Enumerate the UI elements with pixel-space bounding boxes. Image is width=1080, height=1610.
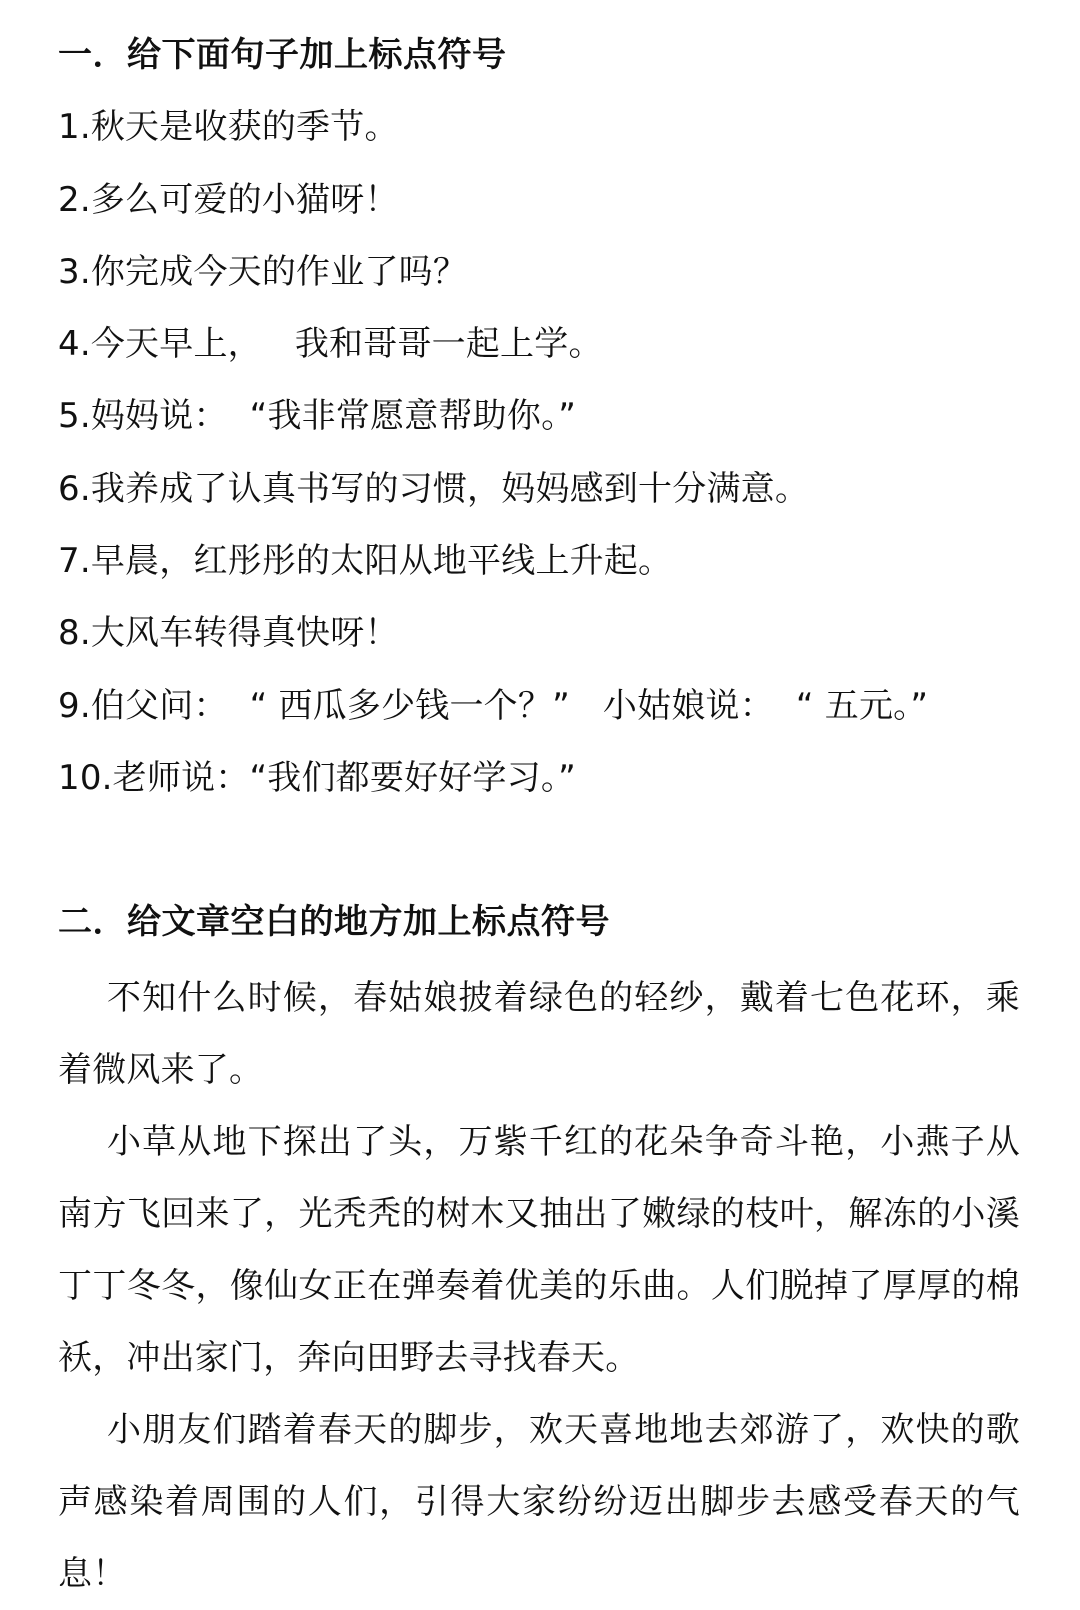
- sentence-2: 2.多么可爱的小猫呀！: [58, 180, 399, 220]
- sentence-4: 4.今天早上， 我和哥哥一起上学。: [58, 324, 603, 364]
- section-2-title: 二．给文章空白的地方加上标点符号: [58, 902, 610, 942]
- sentence-5: 5.妈妈说： “我非常愿意帮助你。”: [58, 396, 577, 436]
- paragraph-3: 小朋友们踏着春天的脚步，欢天喜地地去郊游了，欢快的歌声感染着周围的人们，引得大家纷纷迈出脚步去感受春天的气息！: [58, 1410, 1020, 1594]
- sentence-8: 8.大风车转得真快呀！: [58, 613, 399, 653]
- paragraph-1: 不知什么时候，春姑娘披着绿色的轻纱，戴着七色花环，乘着微风来了。: [58, 978, 1020, 1090]
- sentence-1: 1.秋天是收获的季节。: [58, 107, 399, 147]
- sentence-6: 6.我养成了认真书写的习惯，妈妈感到十分满意。: [58, 469, 810, 509]
- section-1-title: 一．给下面句子加上标点符号: [58, 35, 507, 75]
- sentence-10: 10.老师说：“我们都要好好学习。”: [58, 758, 576, 798]
- sentence-9: 9.伯父问： “ 西瓜多少钱一个？” 小姑娘说： “ 五元。”: [58, 686, 929, 726]
- sentence-3: 3.你完成今天的作业了吗？: [58, 252, 468, 292]
- paragraph-2: 小草从地下探出了头，万紫千红的花朵争奇斗艳，小燕子从南方飞回来了，光秃秃的树木又抽出了嫩绿的枝叶，解冻的小溪丁丁冬冬，像仙女正在弹奏着优美的乐曲。人们脱掉了厚厚的棉袄，冲出家门，奔向田野去寻找春天。: [58, 1122, 1020, 1378]
- sentence-7: 7.早晨，红彤彤的太阳从地平线上升起。: [58, 541, 673, 581]
